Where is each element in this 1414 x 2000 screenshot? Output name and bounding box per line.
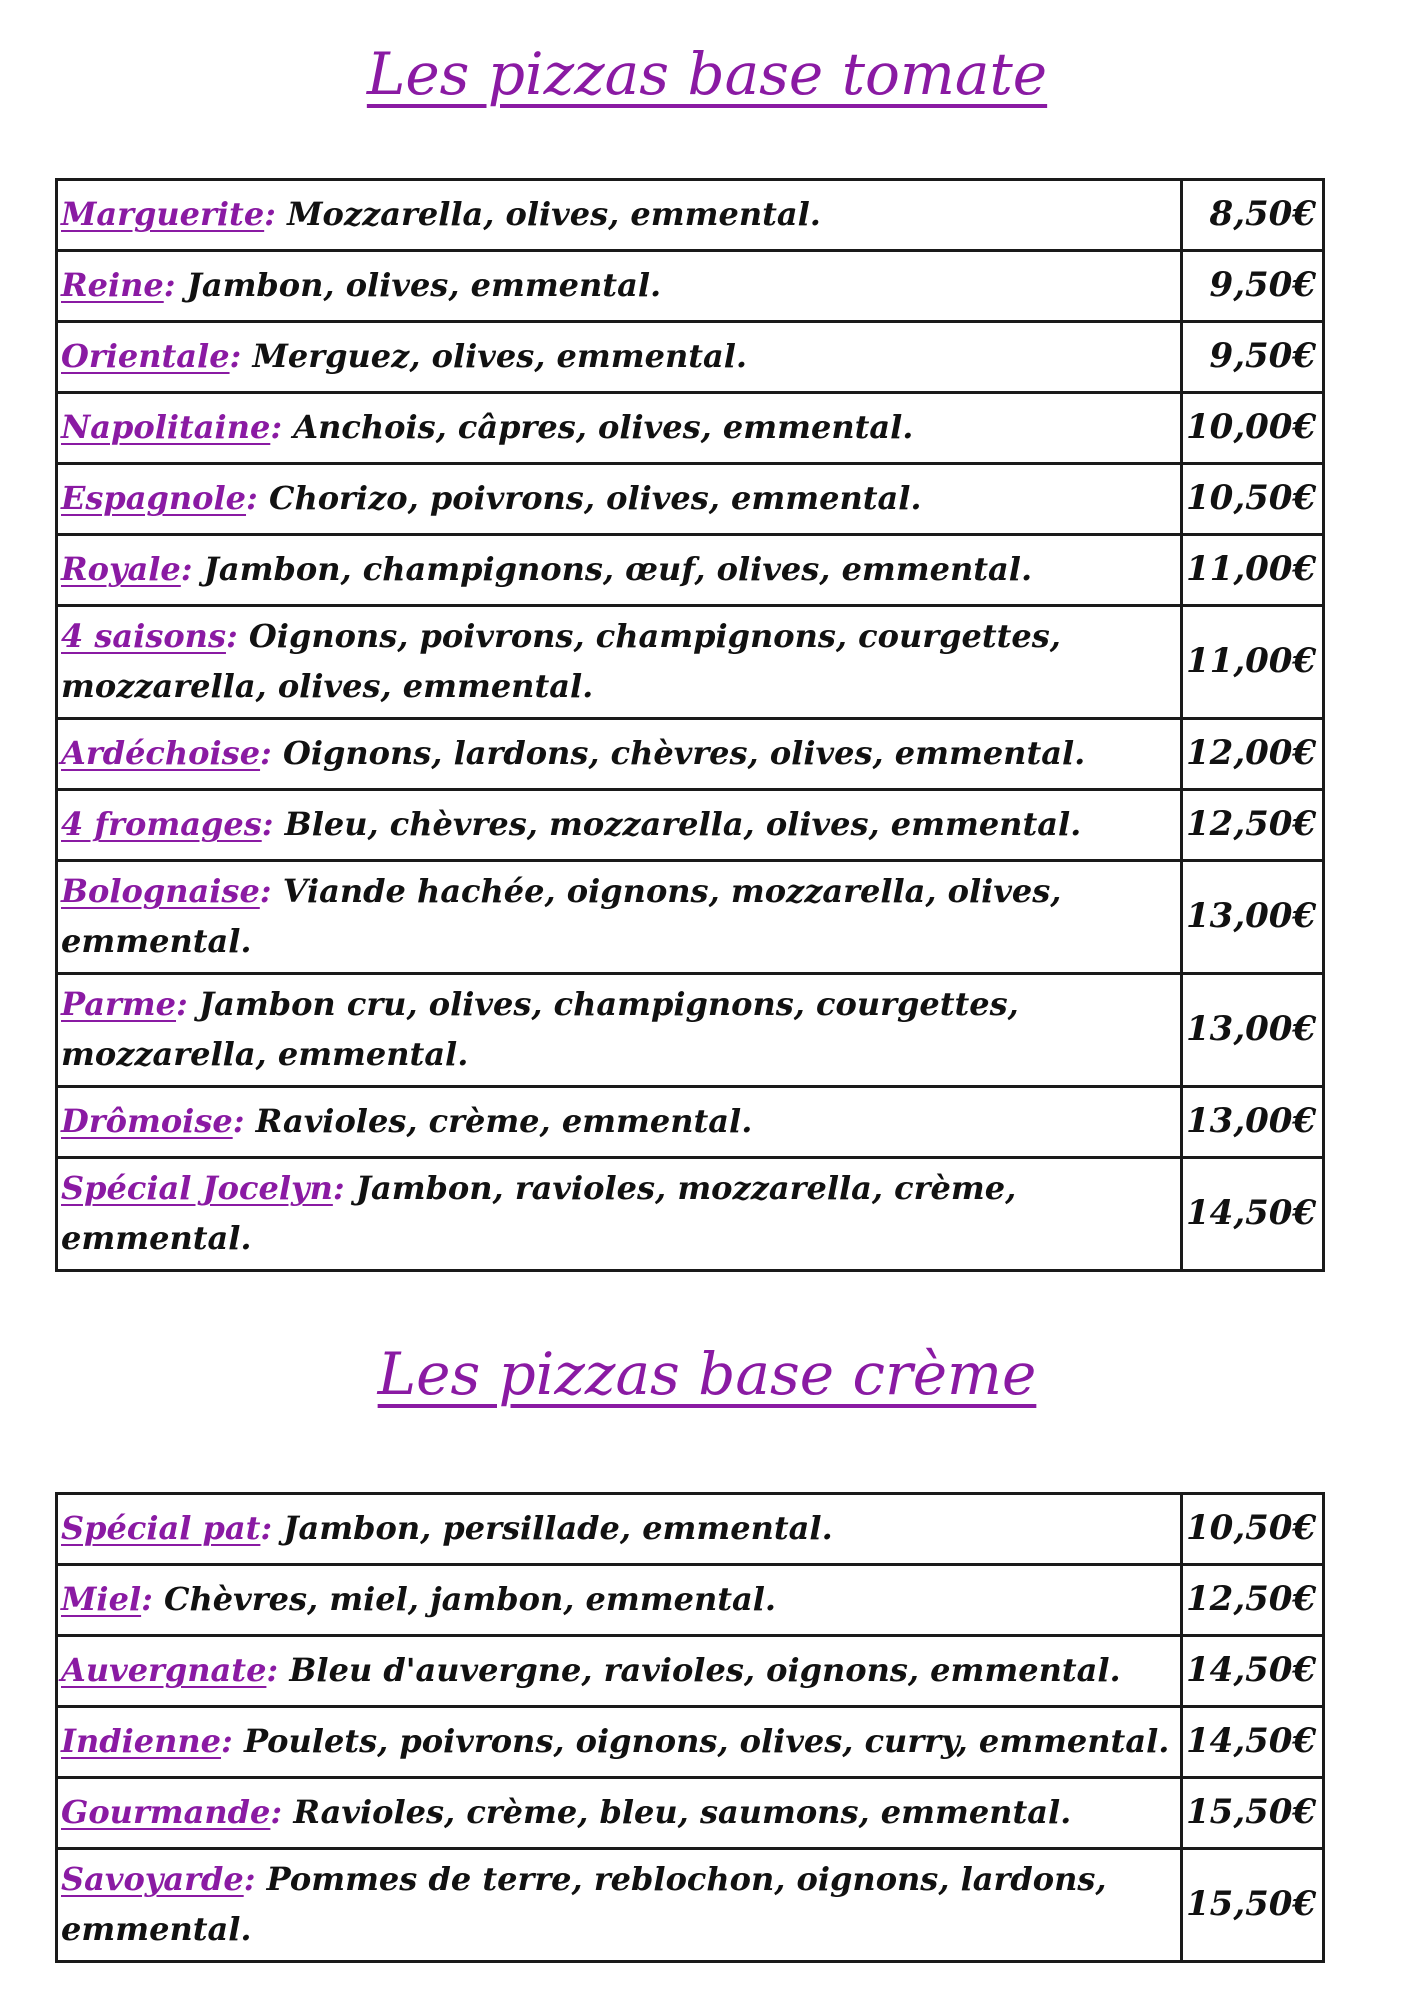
name-separator: : bbox=[180, 550, 193, 588]
pizza-name: Parme bbox=[61, 985, 177, 1023]
pizza-description-cell bbox=[57, 393, 1182, 464]
pizza-name: Marguerite bbox=[61, 195, 265, 233]
pizza-ingredients: Oignons, lardons, chèvres, olives, emmental. bbox=[283, 734, 1086, 772]
menu-row bbox=[57, 1707, 1324, 1778]
pizza-description-cell bbox=[57, 1636, 1182, 1707]
menu-row bbox=[57, 1778, 1324, 1849]
pizza-price: 12,50€ bbox=[1182, 790, 1324, 861]
pizza-description-cell bbox=[57, 1565, 1182, 1636]
pizza-ingredients: Merguez, olives, emmental. bbox=[252, 337, 748, 375]
pizza-ingredients: Bleu, chèvres, mozzarella, olives, emmental. bbox=[284, 805, 1082, 843]
name-separator: : bbox=[332, 1169, 345, 1207]
menu-row bbox=[57, 1087, 1324, 1158]
pizza-description-cell bbox=[57, 535, 1182, 606]
pizza-description-cell bbox=[57, 974, 1182, 1087]
pizza-price: 10,00€ bbox=[1182, 393, 1324, 464]
menu-row bbox=[57, 1158, 1324, 1271]
pizza-description-cell bbox=[57, 1707, 1182, 1778]
pizza-price: 14,50€ bbox=[1182, 1707, 1324, 1778]
pizza-description-cell bbox=[57, 861, 1182, 974]
pizza-name: Orientale bbox=[61, 337, 230, 375]
pizza-price: 13,00€ bbox=[1182, 1087, 1324, 1158]
pizza-description-cell bbox=[57, 606, 1182, 719]
pizza-name: Savoyarde bbox=[61, 1860, 244, 1898]
menu-row bbox=[57, 251, 1324, 322]
pizza-price: 12,50€ bbox=[1182, 1565, 1324, 1636]
pizza-name: Drômoise bbox=[61, 1102, 233, 1140]
name-separator: : bbox=[261, 805, 274, 843]
menu-row bbox=[57, 606, 1324, 719]
pizza-price: 14,50€ bbox=[1182, 1158, 1324, 1271]
pizza-ingredients: Anchois, câpres, olives, emmental. bbox=[293, 408, 914, 446]
pizza-name: Napolitaine bbox=[61, 408, 271, 446]
pizza-name: Spécial Jocelyn bbox=[61, 1169, 333, 1207]
pizza-name: 4 saisons bbox=[61, 617, 226, 655]
menu-row bbox=[57, 790, 1324, 861]
name-separator: : bbox=[229, 337, 242, 375]
pizza-ingredients: Ravioles, crème, bleu, saumons, emmental. bbox=[293, 1793, 1072, 1831]
menu-row bbox=[57, 1565, 1324, 1636]
pizza-description-cell bbox=[57, 180, 1182, 251]
pizza-ingredients: Jambon, champignons, œuf, olives, emmental. bbox=[203, 550, 1033, 588]
menu-row bbox=[57, 719, 1324, 790]
menu-row bbox=[57, 322, 1324, 393]
pizza-price: 9,50€ bbox=[1182, 251, 1324, 322]
pizza-name: Auvergnate bbox=[61, 1651, 267, 1689]
name-separator: : bbox=[264, 195, 276, 233]
pizza-description-cell bbox=[57, 1494, 1182, 1565]
name-separator: : bbox=[266, 1651, 279, 1689]
menu-table-tomate bbox=[55, 178, 1325, 1272]
section-title-creme: Les pizzas base crème bbox=[377, 1340, 1037, 1408]
name-separator: : bbox=[246, 479, 258, 517]
name-separator: : bbox=[260, 1509, 273, 1547]
menu-row bbox=[57, 861, 1324, 974]
pizza-description-cell bbox=[57, 790, 1182, 861]
name-separator: : bbox=[270, 408, 283, 446]
pizza-description-cell bbox=[57, 251, 1182, 322]
menu-row bbox=[57, 974, 1324, 1087]
pizza-price: 11,00€ bbox=[1182, 535, 1324, 606]
menu-row bbox=[57, 1849, 1324, 1962]
pizza-name: Gourmande bbox=[61, 1793, 271, 1831]
name-separator: : bbox=[141, 1580, 153, 1618]
pizza-name: Reine bbox=[61, 266, 164, 304]
pizza-name: 4 fromages bbox=[61, 805, 262, 843]
pizza-ingredients: Bleu d'auvergne, ravioles, oignons, emmental. bbox=[289, 1651, 1121, 1689]
pizza-ingredients: Jambon, olives, emmental. bbox=[186, 266, 662, 304]
pizza-ingredients: Jambon, persillade, emmental. bbox=[283, 1509, 833, 1547]
name-separator: : bbox=[270, 1793, 283, 1831]
menu-row bbox=[57, 180, 1324, 251]
name-separator: : bbox=[260, 734, 272, 772]
pizza-description-cell bbox=[57, 464, 1182, 535]
section-title-tomate: Les pizzas base tomate bbox=[366, 40, 1048, 108]
pizza-price: 8,50€ bbox=[1182, 180, 1324, 251]
pizza-price: 13,00€ bbox=[1182, 861, 1324, 974]
pizza-name: Miel bbox=[61, 1580, 142, 1618]
pizza-price: 10,50€ bbox=[1182, 464, 1324, 535]
name-separator: : bbox=[176, 985, 188, 1023]
menu-row bbox=[57, 393, 1324, 464]
pizza-description-cell bbox=[57, 719, 1182, 790]
pizza-ingredients: Oignons, poivrons, champignons, courgettes, mozzarella, olives, emmental. bbox=[61, 617, 1061, 705]
pizza-ingredients: Jambon cru, olives, champignons, courgettes, mozzarella, emmental. bbox=[61, 985, 1019, 1073]
pizza-name: Spécial pat bbox=[61, 1509, 261, 1547]
menu-row bbox=[57, 1494, 1324, 1565]
pizza-ingredients: Poulets, poivrons, oignons, olives, curry, emmental. bbox=[243, 1722, 1170, 1760]
name-separator: : bbox=[221, 1722, 233, 1760]
pizza-description-cell bbox=[57, 1849, 1182, 1962]
name-separator: : bbox=[163, 266, 176, 304]
menu-table-creme bbox=[55, 1492, 1325, 1963]
pizza-price: 15,50€ bbox=[1182, 1778, 1324, 1849]
pizza-description-cell bbox=[57, 1778, 1182, 1849]
pizza-price: 14,50€ bbox=[1182, 1636, 1324, 1707]
menu-row bbox=[57, 464, 1324, 535]
pizza-price: 10,50€ bbox=[1182, 1494, 1324, 1565]
name-separator: : bbox=[225, 617, 238, 655]
pizza-price: 9,50€ bbox=[1182, 322, 1324, 393]
pizza-ingredients: Mozzarella, olives, emmental. bbox=[287, 195, 821, 233]
menu-row bbox=[57, 535, 1324, 606]
pizza-ingredients: Jambon, ravioles, mozzarella, crème, emmental. bbox=[61, 1169, 1017, 1257]
pizza-name: Bolognaise bbox=[61, 872, 260, 910]
pizza-name: Royale bbox=[61, 550, 181, 588]
pizza-name: Espagnole bbox=[61, 479, 247, 517]
pizza-price: 15,50€ bbox=[1182, 1849, 1324, 1962]
name-separator: : bbox=[243, 1860, 256, 1898]
name-separator: : bbox=[232, 1102, 245, 1140]
pizza-price: 13,00€ bbox=[1182, 974, 1324, 1087]
pizza-ingredients: Chèvres, miel, jambon, emmental. bbox=[164, 1580, 777, 1618]
pizza-price: 11,00€ bbox=[1182, 606, 1324, 719]
pizza-description-cell bbox=[57, 1087, 1182, 1158]
name-separator: : bbox=[259, 872, 272, 910]
pizza-ingredients: Viande hachée, oignons, mozzarella, olives, emmental. bbox=[61, 872, 1062, 960]
pizza-ingredients: Pommes de terre, reblochon, oignons, lardons, emmental. bbox=[61, 1860, 1107, 1948]
pizza-ingredients: Chorizo, poivrons, olives, emmental. bbox=[268, 479, 922, 517]
pizza-name: Indienne bbox=[61, 1722, 222, 1760]
pizza-description-cell bbox=[57, 322, 1182, 393]
pizza-description-cell bbox=[57, 1158, 1182, 1271]
menu-row bbox=[57, 1636, 1324, 1707]
pizza-price: 12,00€ bbox=[1182, 719, 1324, 790]
pizza-ingredients: Ravioles, crème, emmental. bbox=[255, 1102, 753, 1140]
pizza-name: Ardéchoise bbox=[61, 734, 261, 772]
